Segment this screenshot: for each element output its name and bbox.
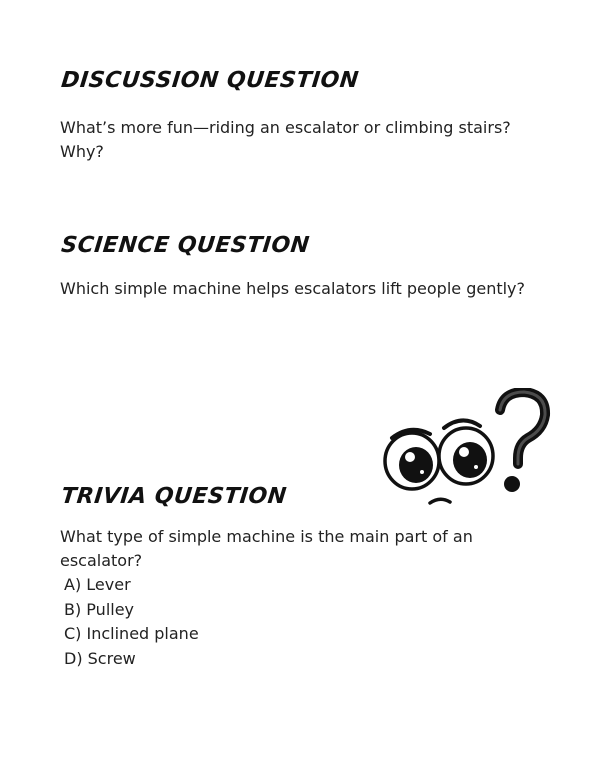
discussion-question-text: What’s more fun—riding an escalator or climbing stairs? Why? <box>60 118 511 161</box>
trivia-question-text: What type of simple machine is the main part of an escalator? <box>60 527 473 570</box>
option-a: A) Lever <box>64 575 131 594</box>
trivia-question-heading: TRIVIA QUESTION <box>60 484 288 509</box>
thinking-face-question-mark-icon <box>378 388 556 518</box>
science-question-text: Which simple machine helps escalators lift people gently? <box>60 279 526 298</box>
trivia-answer-options <box>64 573 199 671</box>
science-question-heading: SCIENCE QUESTION <box>60 233 311 258</box>
discussion-question-heading: DISCUSSION QUESTION <box>60 68 361 93</box>
option-c: C) Inclined plane <box>64 624 199 643</box>
option-d: D) Screw <box>64 648 136 668</box>
option-b: B) Pulley <box>64 599 135 619</box>
